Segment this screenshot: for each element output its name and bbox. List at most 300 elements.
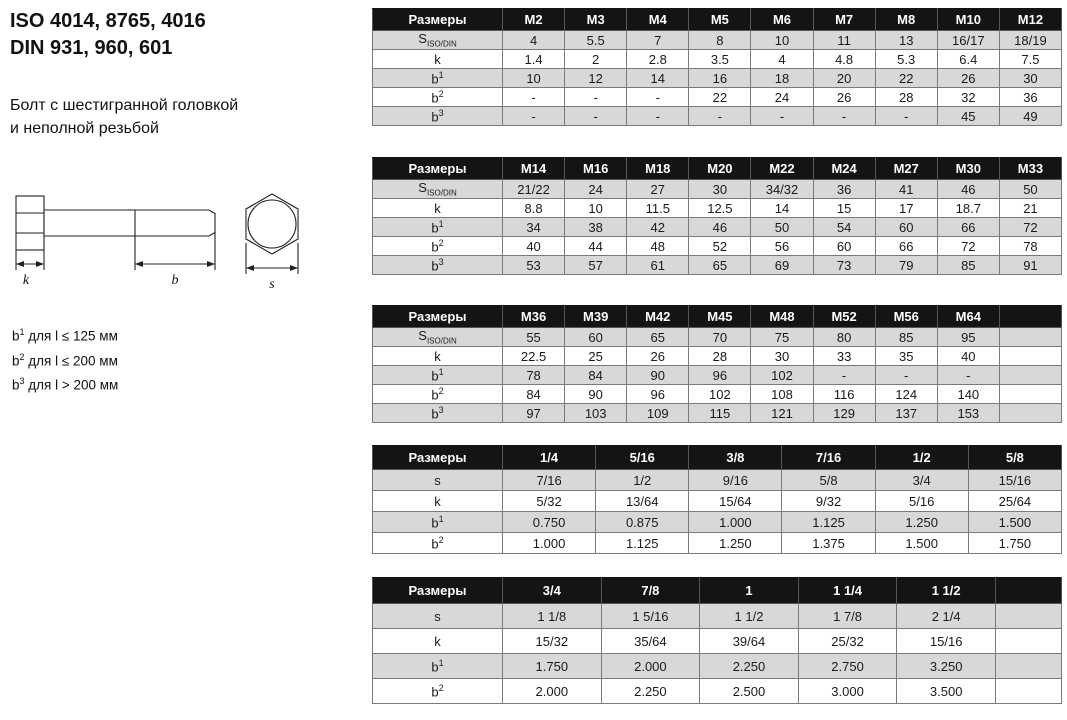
size-header-cell: M3: [565, 9, 627, 31]
row-label: k: [373, 199, 503, 218]
value-cell: 5/8: [782, 470, 875, 491]
hex-outline: [246, 194, 298, 254]
size-header-cell: M2: [503, 9, 565, 31]
size-header-cell: M12: [999, 9, 1061, 31]
value-cell: 57: [565, 256, 627, 275]
size-header-cell: M48: [751, 306, 813, 328]
value-cell: 30: [689, 180, 751, 199]
size-header-cell: M8: [875, 9, 937, 31]
value-cell: 66: [937, 218, 999, 237]
row-label: s: [373, 604, 503, 629]
row-label: $b^1$: [373, 512, 503, 533]
value-cell: 2.250: [700, 654, 799, 679]
value-cell: 2.250: [601, 679, 700, 704]
value-cell: 2.500: [700, 679, 799, 704]
size-header-cell: 7/8: [601, 578, 700, 604]
sizes-column-header: Размеры: [373, 446, 503, 470]
value-cell: [996, 629, 1062, 654]
bolt-technical-drawing: [10, 188, 330, 292]
dimension-table: [372, 8, 1062, 126]
value-cell: 46: [689, 218, 751, 237]
value-cell: 44: [565, 237, 627, 256]
value-cell: 53: [503, 256, 565, 275]
table-header-row: [373, 158, 1062, 180]
table-row: [373, 470, 1062, 491]
size-header-cell: M20: [689, 158, 751, 180]
s-dimension-label: s: [269, 277, 275, 292]
value-cell: 16/17: [937, 31, 999, 50]
value-cell: 39/64: [700, 629, 799, 654]
value-cell: 30: [751, 347, 813, 366]
value-cell: 49: [999, 107, 1061, 126]
value-cell: 24: [565, 180, 627, 199]
value-cell: 36: [999, 88, 1061, 107]
value-cell: 116: [813, 385, 875, 404]
value-cell: 25/32: [798, 629, 897, 654]
bolt-end-view: [246, 194, 298, 292]
value-cell: 102: [751, 366, 813, 385]
size-header-cell: 1 1/4: [798, 578, 897, 604]
value-cell: 84: [565, 366, 627, 385]
value-cell: 78: [999, 237, 1061, 256]
metric-table-m36-m64: [372, 305, 1062, 423]
value-cell: 1 1/2: [700, 604, 799, 629]
bolt-side-view: [16, 196, 215, 288]
value-cell: 5.5: [565, 31, 627, 50]
value-cell: 2.750: [798, 654, 897, 679]
value-cell: 18/19: [999, 31, 1061, 50]
title-din: DIN 931, 960, 601: [10, 37, 173, 59]
value-cell: [996, 604, 1062, 629]
size-header-cell: 1: [700, 578, 799, 604]
value-cell: 1.000: [689, 512, 782, 533]
value-cell: 4: [503, 31, 565, 50]
size-header-cell: M6: [751, 9, 813, 31]
row-label: $b^2$: [373, 385, 503, 404]
value-cell: 102: [689, 385, 751, 404]
value-cell: 2: [565, 50, 627, 69]
value-cell: 24: [751, 88, 813, 107]
size-header-cell: M36: [503, 306, 565, 328]
value-cell: 16: [689, 69, 751, 88]
value-cell: 137: [875, 404, 937, 423]
value-cell: 90: [627, 366, 689, 385]
size-header-cell: 5/8: [968, 446, 1061, 470]
size-header-cell: M33: [999, 158, 1061, 180]
table-header-row: [373, 578, 1062, 604]
value-cell: 35: [875, 347, 937, 366]
value-cell: 21/22: [503, 180, 565, 199]
value-cell: 79: [875, 256, 937, 275]
row-label: $b^1$: [373, 69, 503, 88]
table-row: [373, 199, 1062, 218]
size-header-cell: 7/16: [782, 446, 875, 470]
table-row: [373, 88, 1062, 107]
value-cell: 103: [565, 404, 627, 423]
value-cell: 96: [627, 385, 689, 404]
value-cell: -: [689, 107, 751, 126]
value-cell: 95: [937, 328, 999, 347]
dimension-table: [372, 157, 1062, 275]
row-label: k: [373, 491, 503, 512]
size-header-cell: M27: [875, 158, 937, 180]
sizes-column-header: Размеры: [373, 578, 503, 604]
value-cell: 1.4: [503, 50, 565, 69]
b-dimension-label: b: [171, 273, 179, 288]
row-label: k: [373, 50, 503, 69]
value-cell: 54: [813, 218, 875, 237]
sizes-column-header: Размеры: [373, 158, 503, 180]
size-header-cell: M24: [813, 158, 875, 180]
value-cell: 14: [627, 69, 689, 88]
size-header-cell: M64: [937, 306, 999, 328]
tables-region: [372, 0, 1064, 720]
row-label: $S_{ISO/DIN}$: [373, 31, 503, 50]
size-header-cell: 3/8: [689, 446, 782, 470]
subtitle-line-2: и неполной резьбой: [10, 120, 159, 137]
value-cell: 0.875: [596, 512, 689, 533]
row-label: $S_{ISO/DIN}$: [373, 180, 503, 199]
metric-table-m14-m33: [372, 157, 1062, 275]
value-cell: 25: [565, 347, 627, 366]
dimension-table: [372, 305, 1062, 423]
row-label: k: [373, 347, 503, 366]
value-cell: 85: [937, 256, 999, 275]
row-label: $b^3$: [373, 107, 503, 126]
value-cell: 5/32: [503, 491, 596, 512]
value-cell: 28: [875, 88, 937, 107]
value-cell: 61: [627, 256, 689, 275]
table-header-row: [373, 446, 1062, 470]
row-label: $b^3$: [373, 256, 503, 275]
value-cell: 9/32: [782, 491, 875, 512]
value-cell: 70: [689, 328, 751, 347]
value-cell: 60: [813, 237, 875, 256]
value-cell: 20: [813, 69, 875, 88]
sizes-column-header: Размеры: [373, 9, 503, 31]
value-cell: 1/2: [596, 470, 689, 491]
value-cell: 13/64: [596, 491, 689, 512]
value-cell: 15/64: [689, 491, 782, 512]
value-cell: -: [503, 88, 565, 107]
value-cell: [996, 679, 1062, 704]
value-cell: 78: [503, 366, 565, 385]
size-header-cell: M52: [813, 306, 875, 328]
value-cell: -: [565, 88, 627, 107]
table-row: [373, 69, 1062, 88]
value-cell: -: [875, 107, 937, 126]
row-label: $b^3$: [373, 404, 503, 423]
size-header-cell: 1 1/2: [897, 578, 996, 604]
table-row: [373, 107, 1062, 126]
value-cell: 56: [751, 237, 813, 256]
size-header-cell: M10: [937, 9, 999, 31]
value-cell: 73: [813, 256, 875, 275]
row-label: $S_{ISO/DIN}$: [373, 328, 503, 347]
value-cell: 72: [999, 218, 1061, 237]
value-cell: 9/16: [689, 470, 782, 491]
value-cell: 6.4: [937, 50, 999, 69]
value-cell: 7: [627, 31, 689, 50]
value-cell: 8.8: [503, 199, 565, 218]
row-label: $b^2$: [373, 237, 503, 256]
value-cell: 50: [999, 180, 1061, 199]
sizes-column-header: Размеры: [373, 306, 503, 328]
inch-table-quarter-to-fiveeighths: [372, 445, 1062, 554]
subtitle-line-1: Болт с шестигранной головкой: [10, 97, 239, 114]
value-cell: 33: [813, 347, 875, 366]
table-row: [373, 347, 1062, 366]
footnote: $b^2$ для l ≤ 200 мм: [12, 351, 118, 368]
value-cell: 26: [813, 88, 875, 107]
size-header-cell: M7: [813, 9, 875, 31]
value-cell: 7/16: [503, 470, 596, 491]
value-cell: 96: [689, 366, 751, 385]
value-cell: 3.250: [897, 654, 996, 679]
value-cell: 129: [813, 404, 875, 423]
value-cell: 22: [689, 88, 751, 107]
value-cell: 4: [751, 50, 813, 69]
row-label: $b^1$: [373, 654, 503, 679]
value-cell: 65: [689, 256, 751, 275]
value-cell: 0.750: [503, 512, 596, 533]
value-cell: 22.5: [503, 347, 565, 366]
size-header-cell: 1/2: [875, 446, 968, 470]
value-cell: 60: [875, 218, 937, 237]
value-cell: [999, 347, 1061, 366]
size-header-cell: M22: [751, 158, 813, 180]
table-header-row: [373, 306, 1062, 328]
table-row: [373, 533, 1062, 554]
value-cell: 91: [999, 256, 1061, 275]
value-cell: 4.8: [813, 50, 875, 69]
value-cell: 40: [503, 237, 565, 256]
value-cell: 12.5: [689, 199, 751, 218]
row-label: s: [373, 470, 503, 491]
value-cell: 14: [751, 199, 813, 218]
size-header-cell: 3/4: [503, 578, 602, 604]
value-cell: [996, 654, 1062, 679]
table-row: [373, 654, 1062, 679]
value-cell: 1 1/8: [503, 604, 602, 629]
value-cell: 15/32: [503, 629, 602, 654]
table-row: [373, 404, 1062, 423]
table-row: [373, 256, 1062, 275]
value-cell: 5/16: [875, 491, 968, 512]
dimension-table: [372, 445, 1062, 554]
value-cell: 2 1/4: [897, 604, 996, 629]
inch-table-threequarters-to-oneandhalf: [372, 577, 1062, 704]
table-row: [373, 679, 1062, 704]
size-header-cell: M16: [565, 158, 627, 180]
value-cell: 22: [875, 69, 937, 88]
value-cell: 109: [627, 404, 689, 423]
table-row: [373, 237, 1062, 256]
value-cell: 1.500: [968, 512, 1061, 533]
value-cell: 1.125: [782, 512, 875, 533]
value-cell: 26: [627, 347, 689, 366]
value-cell: 52: [689, 237, 751, 256]
footnote: $b^1$ для l ≤ 125 мм: [12, 327, 118, 344]
size-header-cell: [999, 306, 1061, 328]
value-cell: 18.7: [937, 199, 999, 218]
value-cell: 10: [751, 31, 813, 50]
value-cell: 11: [813, 31, 875, 50]
value-cell: -: [875, 366, 937, 385]
value-cell: -: [937, 366, 999, 385]
row-label: $b^1$: [373, 366, 503, 385]
value-cell: 48: [627, 237, 689, 256]
size-header-cell: M30: [937, 158, 999, 180]
table-row: [373, 512, 1062, 533]
value-cell: 85: [875, 328, 937, 347]
value-cell: 1.000: [503, 533, 596, 554]
value-cell: 66: [875, 237, 937, 256]
size-header-cell: 5/16: [596, 446, 689, 470]
value-cell: 30: [999, 69, 1061, 88]
value-cell: 26: [937, 69, 999, 88]
value-cell: 153: [937, 404, 999, 423]
value-cell: 1.750: [968, 533, 1061, 554]
value-cell: 2.000: [601, 654, 700, 679]
value-cell: 90: [565, 385, 627, 404]
value-cell: 18: [751, 69, 813, 88]
value-cell: 46: [937, 180, 999, 199]
value-cell: 28: [689, 347, 751, 366]
value-cell: 69: [751, 256, 813, 275]
value-cell: 124: [875, 385, 937, 404]
value-cell: -: [627, 88, 689, 107]
value-cell: 36: [813, 180, 875, 199]
size-header-cell: M56: [875, 306, 937, 328]
value-cell: 97: [503, 404, 565, 423]
table-row: [373, 31, 1062, 50]
table-row: [373, 366, 1062, 385]
value-cell: 38: [565, 218, 627, 237]
value-cell: [999, 385, 1061, 404]
bolt-shaft: [44, 210, 215, 236]
value-cell: 32: [937, 88, 999, 107]
value-cell: 2.8: [627, 50, 689, 69]
size-header-cell: M14: [503, 158, 565, 180]
row-label: k: [373, 629, 503, 654]
value-cell: 3.5: [689, 50, 751, 69]
value-cell: 5.3: [875, 50, 937, 69]
value-cell: 50: [751, 218, 813, 237]
value-cell: 84: [503, 385, 565, 404]
value-cell: 34/32: [751, 180, 813, 199]
footnotes: [12, 322, 118, 396]
value-cell: 115: [689, 404, 751, 423]
row-label: $b^2$: [373, 88, 503, 107]
value-cell: 1.125: [596, 533, 689, 554]
row-label: $b^1$: [373, 218, 503, 237]
value-cell: 10: [503, 69, 565, 88]
value-cell: 1.250: [689, 533, 782, 554]
value-cell: [999, 328, 1061, 347]
value-cell: 34: [503, 218, 565, 237]
size-header-cell: M4: [627, 9, 689, 31]
bolt-head: [16, 196, 44, 250]
value-cell: -: [503, 107, 565, 126]
size-header-cell: M45: [689, 306, 751, 328]
value-cell: 75: [751, 328, 813, 347]
value-cell: 2.000: [503, 679, 602, 704]
value-cell: 17: [875, 199, 937, 218]
value-cell: 3/4: [875, 470, 968, 491]
value-cell: 40: [937, 347, 999, 366]
table-row: [373, 180, 1062, 199]
value-cell: [999, 366, 1061, 385]
value-cell: 8: [689, 31, 751, 50]
value-cell: -: [751, 107, 813, 126]
value-cell: 13: [875, 31, 937, 50]
table-row: [373, 491, 1062, 512]
value-cell: 1.375: [782, 533, 875, 554]
value-cell: 108: [751, 385, 813, 404]
table-row: [373, 328, 1062, 347]
value-cell: -: [813, 366, 875, 385]
title-iso: ISO 4014, 8765, 4016: [10, 10, 206, 32]
row-label: $b^2$: [373, 533, 503, 554]
table-row: [373, 385, 1062, 404]
value-cell: -: [813, 107, 875, 126]
value-cell: 15/16: [897, 629, 996, 654]
table-row: [373, 50, 1062, 69]
value-cell: 80: [813, 328, 875, 347]
value-cell: 7.5: [999, 50, 1061, 69]
page-title: [10, 8, 206, 62]
value-cell: 21: [999, 199, 1061, 218]
value-cell: -: [627, 107, 689, 126]
left-panel: [10, 6, 365, 706]
page-subtitle: [10, 94, 238, 140]
size-header-cell: M42: [627, 306, 689, 328]
value-cell: 42: [627, 218, 689, 237]
table-row: [373, 604, 1062, 629]
value-cell: 15/16: [968, 470, 1061, 491]
dimension-table: [372, 577, 1062, 704]
size-header-cell: [996, 578, 1062, 604]
table-row: [373, 218, 1062, 237]
value-cell: 1.500: [875, 533, 968, 554]
value-cell: [999, 404, 1061, 423]
value-cell: 10: [565, 199, 627, 218]
size-header-cell: 1/4: [503, 446, 596, 470]
value-cell: 121: [751, 404, 813, 423]
value-cell: 11.5: [627, 199, 689, 218]
value-cell: 12: [565, 69, 627, 88]
value-cell: 140: [937, 385, 999, 404]
k-dimension-label: k: [22, 273, 30, 288]
value-cell: 65: [627, 328, 689, 347]
value-cell: 35/64: [601, 629, 700, 654]
value-cell: 45: [937, 107, 999, 126]
value-cell: 41: [875, 180, 937, 199]
value-cell: -: [565, 107, 627, 126]
table-header-row: [373, 9, 1062, 31]
footnote: $b^3$ для l > 200 мм: [12, 376, 119, 393]
value-cell: 72: [937, 237, 999, 256]
size-header-cell: M39: [565, 306, 627, 328]
value-cell: 3.500: [897, 679, 996, 704]
size-header-cell: M5: [689, 9, 751, 31]
table-row: [373, 629, 1062, 654]
value-cell: 1.750: [503, 654, 602, 679]
value-cell: 1 7/8: [798, 604, 897, 629]
value-cell: 25/64: [968, 491, 1061, 512]
value-cell: 27: [627, 180, 689, 199]
